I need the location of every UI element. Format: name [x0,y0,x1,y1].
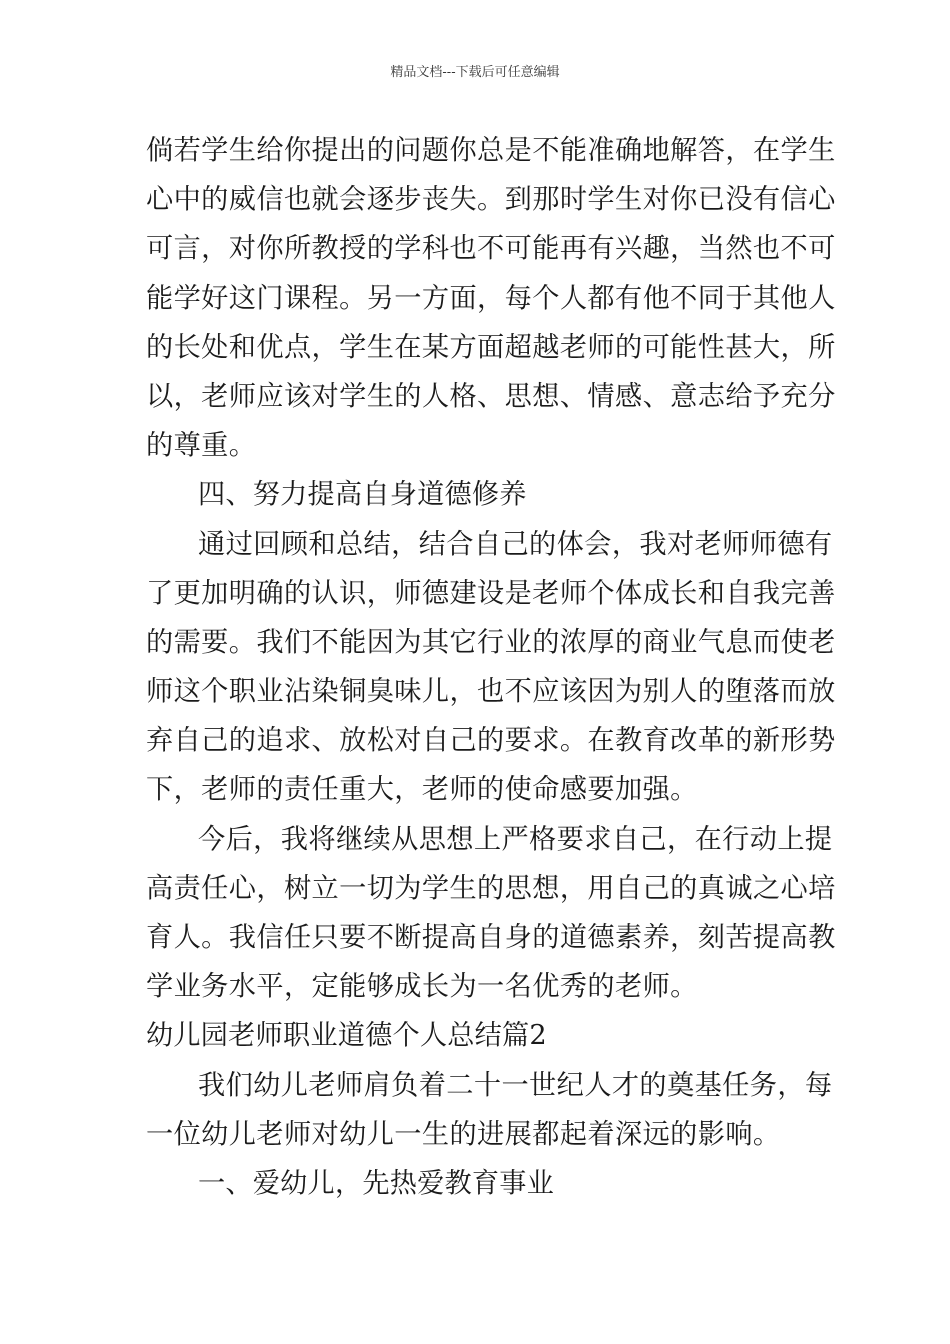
body-line: 今后，我将继续从思想上严格要求自己，在行动上提 [198,823,833,855]
body-line: 以，老师应该对学生的人格、思想、情感、意志给予充分 [146,380,836,412]
section-heading: 四、努力提高自身道德修养 [198,479,527,511]
body-line: 的需要。我们不能因为其它行业的浓厚的商业气息而使老 [146,626,836,658]
body-line: 能学好这门课程。另一方面，每个人都有他不同于其他人 [146,282,836,314]
body-line: 育人。我信任只要不断提高自身的道德素养，刻苦提高教 [146,922,836,953]
body-line: 倘若学生给你提出的问题你总是不能准确地解答，在学生 [146,135,836,166]
body-line: 我们幼儿老师肩负着二十一世纪人才的奠基任务，每 [198,1069,833,1101]
body-line: 一位幼儿老师对幼儿一生的进展都起着深远的影响。 [146,1118,781,1150]
document-body [146,126,836,1208]
body-line: 的长处和优点，学生在某方面超越老师的可能性甚大，所 [146,331,836,363]
article-title: 幼儿园老师职业道德个人总结篇2 [146,1020,547,1052]
page-header: 精品文档---下载后可任意编辑 [390,65,560,80]
body-line: 高责任心，树立一切为学生的思想，用自己的真诚之心培 [146,872,836,904]
body-line: 心中的威信也就会逐步丧失。到那时学生对你已没有信心 [146,184,836,216]
section-heading: 一、爱幼儿，先热爱教育事业 [198,1167,555,1199]
body-line: 师这个职业沾染铜臭味儿，也不应该因为别人的堕落而放 [146,676,836,708]
body-line: 弃自己的追求、放松对自己的要求。在教育改革的新形势 [146,725,836,757]
body-line: 下，老师的责任重大，老师的使命感要加强。 [146,774,698,806]
body-line: 了更加明确的认识，师德建设是老师个体成长和自我完善 [146,577,836,609]
body-line: 通过回顾和总结，结合自己的体会，我对老师师德有 [198,528,833,560]
body-line: 可言，对你所教授的学科也不可能再有兴趣，当然也不可 [146,233,836,265]
body-line: 的尊重。 [146,430,257,462]
body-line: 学业务水平，定能够成长为一名优秀的老师。 [146,971,698,1003]
